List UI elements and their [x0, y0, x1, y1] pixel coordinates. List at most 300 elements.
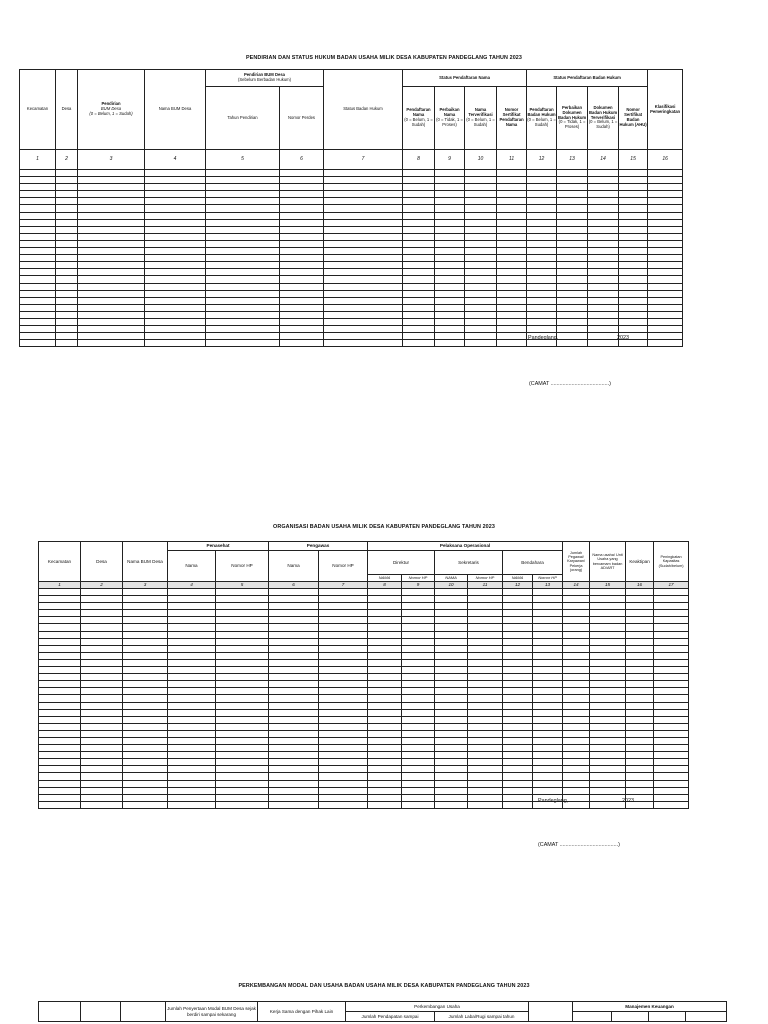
table-cell[interactable]	[324, 205, 403, 212]
table-cell[interactable]	[497, 255, 527, 262]
table-cell[interactable]	[81, 745, 123, 752]
table-cell[interactable]	[648, 205, 683, 212]
table-cell[interactable]	[654, 723, 689, 730]
table-cell[interactable]	[402, 695, 435, 702]
table-cell[interactable]	[533, 674, 563, 681]
table-cell[interactable]	[435, 730, 468, 737]
table-cell[interactable]	[280, 219, 324, 226]
table-cell[interactable]	[280, 191, 324, 198]
table-cell[interactable]	[503, 681, 533, 688]
table-cell[interactable]	[39, 759, 81, 766]
table-cell[interactable]	[145, 340, 206, 347]
table-cell[interactable]	[435, 596, 468, 603]
table-cell[interactable]	[435, 624, 468, 631]
table-cell[interactable]	[588, 297, 619, 304]
table-cell[interactable]	[619, 311, 648, 318]
table-cell[interactable]	[145, 219, 206, 226]
table-cell[interactable]	[648, 283, 683, 290]
table-cell[interactable]	[168, 631, 216, 638]
table-cell[interactable]	[557, 255, 588, 262]
table-cell[interactable]	[588, 198, 619, 205]
table-cell[interactable]	[563, 773, 590, 780]
table-cell[interactable]	[503, 688, 533, 695]
table-cell[interactable]	[56, 205, 78, 212]
table-cell[interactable]	[435, 212, 465, 219]
table-cell[interactable]	[533, 659, 563, 666]
table-cell[interactable]	[78, 177, 145, 184]
table-cell[interactable]	[563, 688, 590, 695]
table-cell[interactable]	[81, 723, 123, 730]
table-cell[interactable]	[403, 262, 435, 269]
table-cell[interactable]	[402, 688, 435, 695]
table-cell[interactable]	[123, 745, 168, 752]
table-cell[interactable]	[497, 170, 527, 177]
table-cell[interactable]	[145, 290, 206, 297]
table-cell[interactable]	[557, 177, 588, 184]
table-cell[interactable]	[269, 780, 319, 787]
table-cell[interactable]	[619, 290, 648, 297]
table-cell[interactable]	[497, 269, 527, 276]
table-cell[interactable]	[56, 212, 78, 219]
table-cell[interactable]	[206, 198, 280, 205]
table-cell[interactable]	[533, 730, 563, 737]
table-cell[interactable]	[527, 198, 557, 205]
table-cell[interactable]	[81, 589, 123, 596]
table-cell[interactable]	[465, 276, 497, 283]
table-cell[interactable]	[533, 688, 563, 695]
table-cell[interactable]	[145, 205, 206, 212]
table-cell[interactable]	[435, 638, 468, 645]
table-cell[interactable]	[168, 589, 216, 596]
table-cell[interactable]	[206, 318, 280, 325]
table-cell[interactable]	[402, 794, 435, 801]
table-cell[interactable]	[468, 702, 503, 709]
table-cell[interactable]	[590, 752, 626, 759]
table-cell[interactable]	[216, 745, 269, 752]
table-cell[interactable]	[619, 219, 648, 226]
table-cell[interactable]	[527, 170, 557, 177]
table-cell[interactable]	[588, 269, 619, 276]
table-cell[interactable]	[81, 780, 123, 787]
table-cell[interactable]	[20, 297, 56, 304]
table-cell[interactable]	[497, 198, 527, 205]
table-cell[interactable]	[527, 304, 557, 311]
table-cell[interactable]	[145, 198, 206, 205]
table-cell[interactable]	[435, 283, 465, 290]
table-cell[interactable]	[503, 709, 533, 716]
table-cell[interactable]	[78, 255, 145, 262]
table-cell[interactable]	[206, 170, 280, 177]
table-cell[interactable]	[588, 283, 619, 290]
table-cell[interactable]	[123, 610, 168, 617]
table-cell[interactable]	[403, 226, 435, 233]
table-cell[interactable]	[468, 645, 503, 652]
table-cell[interactable]	[168, 674, 216, 681]
table-cell[interactable]	[435, 709, 468, 716]
table-cell[interactable]	[145, 255, 206, 262]
table-cell[interactable]	[435, 667, 468, 674]
table-cell[interactable]	[368, 787, 402, 794]
table-cell[interactable]	[319, 716, 368, 723]
table-cell[interactable]	[626, 766, 654, 773]
table-cell[interactable]	[403, 233, 435, 240]
table-cell[interactable]	[280, 276, 324, 283]
table-cell[interactable]	[206, 240, 280, 247]
table-cell[interactable]	[368, 645, 402, 652]
table-cell[interactable]	[626, 759, 654, 766]
table-cell[interactable]	[590, 695, 626, 702]
table-cell[interactable]	[648, 290, 683, 297]
table-cell[interactable]	[435, 603, 468, 610]
table-cell[interactable]	[39, 645, 81, 652]
table-cell[interactable]	[403, 248, 435, 255]
table-cell[interactable]	[588, 212, 619, 219]
table-cell[interactable]	[20, 333, 56, 340]
table-cell[interactable]	[403, 219, 435, 226]
table-cell[interactable]	[168, 659, 216, 666]
table-cell[interactable]	[563, 759, 590, 766]
table-cell[interactable]	[654, 780, 689, 787]
table-cell[interactable]	[206, 233, 280, 240]
table-cell[interactable]	[81, 596, 123, 603]
table-cell[interactable]	[435, 759, 468, 766]
table-cell[interactable]	[590, 745, 626, 752]
table-cell[interactable]	[503, 780, 533, 787]
table-cell[interactable]	[145, 297, 206, 304]
table-cell[interactable]	[435, 290, 465, 297]
table-cell[interactable]	[78, 262, 145, 269]
table-cell[interactable]	[588, 240, 619, 247]
table-cell[interactable]	[403, 198, 435, 205]
table-cell[interactable]	[468, 617, 503, 624]
table-cell[interactable]	[324, 226, 403, 233]
table-cell[interactable]	[648, 170, 683, 177]
table-cell[interactable]	[324, 170, 403, 177]
table-cell[interactable]	[324, 248, 403, 255]
table-cell[interactable]	[626, 603, 654, 610]
table-cell[interactable]	[648, 226, 683, 233]
table-cell[interactable]	[368, 730, 402, 737]
table-cell[interactable]	[403, 326, 435, 333]
table-cell[interactable]	[497, 276, 527, 283]
table-cell[interactable]	[626, 652, 654, 659]
table-cell[interactable]	[39, 695, 81, 702]
table-cell[interactable]	[648, 198, 683, 205]
table-cell[interactable]	[527, 297, 557, 304]
table-cell[interactable]	[654, 709, 689, 716]
table-cell[interactable]	[56, 269, 78, 276]
table-cell[interactable]	[78, 290, 145, 297]
table-cell[interactable]	[216, 659, 269, 666]
table-cell[interactable]	[468, 610, 503, 617]
table-cell[interactable]	[368, 596, 402, 603]
table-cell[interactable]	[216, 702, 269, 709]
table-cell[interactable]	[145, 233, 206, 240]
table-cell[interactable]	[533, 759, 563, 766]
table-cell[interactable]	[563, 730, 590, 737]
table-cell[interactable]	[123, 631, 168, 638]
table-cell[interactable]	[654, 737, 689, 744]
table-cell[interactable]	[626, 589, 654, 596]
table-cell[interactable]	[465, 297, 497, 304]
table-cell[interactable]	[78, 219, 145, 226]
table-cell[interactable]	[319, 794, 368, 801]
table-cell[interactable]	[269, 716, 319, 723]
table-cell[interactable]	[626, 631, 654, 638]
table-cell[interactable]	[403, 255, 435, 262]
table-cell[interactable]	[269, 603, 319, 610]
table-cell[interactable]	[435, 226, 465, 233]
table-cell[interactable]	[402, 645, 435, 652]
table-cell[interactable]	[81, 659, 123, 666]
table-cell[interactable]	[20, 318, 56, 325]
table-cell[interactable]	[56, 283, 78, 290]
table-cell[interactable]	[590, 759, 626, 766]
table-cell[interactable]	[123, 674, 168, 681]
table-cell[interactable]	[468, 589, 503, 596]
table-cell[interactable]	[619, 269, 648, 276]
table-cell[interactable]	[402, 631, 435, 638]
table-cell[interactable]	[557, 269, 588, 276]
table-cell[interactable]	[145, 311, 206, 318]
table-cell[interactable]	[402, 652, 435, 659]
table-cell[interactable]	[590, 773, 626, 780]
table-cell[interactable]	[626, 723, 654, 730]
table-cell[interactable]	[368, 659, 402, 666]
table-cell[interactable]	[20, 219, 56, 226]
table-cell[interactable]	[39, 752, 81, 759]
table-cell[interactable]	[269, 709, 319, 716]
table-cell[interactable]	[468, 709, 503, 716]
table-cell[interactable]	[497, 191, 527, 198]
table-cell[interactable]	[78, 326, 145, 333]
table-cell[interactable]	[435, 702, 468, 709]
table-cell[interactable]	[39, 589, 81, 596]
table-cell[interactable]	[56, 219, 78, 226]
table-cell[interactable]	[654, 645, 689, 652]
table-cell[interactable]	[269, 624, 319, 631]
table-cell[interactable]	[280, 184, 324, 191]
table-cell[interactable]	[81, 709, 123, 716]
table-cell[interactable]	[280, 311, 324, 318]
table-cell[interactable]	[468, 794, 503, 801]
table-cell[interactable]	[648, 340, 683, 347]
table-cell[interactable]	[123, 702, 168, 709]
table-cell[interactable]	[626, 667, 654, 674]
table-cell[interactable]	[497, 248, 527, 255]
table-cell[interactable]	[497, 177, 527, 184]
table-cell[interactable]	[20, 248, 56, 255]
table-cell[interactable]	[435, 170, 465, 177]
table-cell[interactable]	[168, 610, 216, 617]
table-cell[interactable]	[563, 752, 590, 759]
table-cell[interactable]	[368, 674, 402, 681]
table-cell[interactable]	[435, 681, 468, 688]
table-cell[interactable]	[20, 184, 56, 191]
table-cell[interactable]	[368, 759, 402, 766]
table-cell[interactable]	[368, 709, 402, 716]
table-cell[interactable]	[590, 716, 626, 723]
table-cell[interactable]	[56, 318, 78, 325]
table-cell[interactable]	[402, 787, 435, 794]
table-cell[interactable]	[123, 780, 168, 787]
table-cell[interactable]	[465, 240, 497, 247]
table-cell[interactable]	[324, 191, 403, 198]
table-cell[interactable]	[269, 638, 319, 645]
table-cell[interactable]	[216, 709, 269, 716]
table-cell[interactable]	[81, 801, 123, 808]
table-cell[interactable]	[319, 730, 368, 737]
table-cell[interactable]	[403, 184, 435, 191]
table-cell[interactable]	[557, 219, 588, 226]
table-cell[interactable]	[319, 667, 368, 674]
table-cell[interactable]	[319, 688, 368, 695]
table-cell[interactable]	[324, 276, 403, 283]
table-cell[interactable]	[123, 709, 168, 716]
table-cell[interactable]	[145, 318, 206, 325]
table-cell[interactable]	[435, 688, 468, 695]
table-cell[interactable]	[269, 617, 319, 624]
table-cell[interactable]	[78, 240, 145, 247]
table-cell[interactable]	[269, 794, 319, 801]
table-cell[interactable]	[319, 702, 368, 709]
table-cell[interactable]	[626, 617, 654, 624]
table-cell[interactable]	[56, 262, 78, 269]
table-cell[interactable]	[468, 787, 503, 794]
table-cell[interactable]	[527, 177, 557, 184]
table-cell[interactable]	[563, 787, 590, 794]
table-cell[interactable]	[557, 205, 588, 212]
table-cell[interactable]	[533, 766, 563, 773]
table-cell[interactable]	[465, 170, 497, 177]
table-cell[interactable]	[78, 226, 145, 233]
table-cell[interactable]	[465, 269, 497, 276]
table-cell[interactable]	[503, 773, 533, 780]
table-cell[interactable]	[168, 603, 216, 610]
table-cell[interactable]	[216, 794, 269, 801]
table-cell[interactable]	[402, 603, 435, 610]
table-cell[interactable]	[654, 596, 689, 603]
table-cell[interactable]	[324, 340, 403, 347]
table-cell[interactable]	[168, 794, 216, 801]
table-cell[interactable]	[402, 667, 435, 674]
table-cell[interactable]	[626, 624, 654, 631]
table-cell[interactable]	[465, 255, 497, 262]
table-cell[interactable]	[468, 688, 503, 695]
table-cell[interactable]	[557, 326, 588, 333]
table-cell[interactable]	[503, 745, 533, 752]
table-cell[interactable]	[654, 716, 689, 723]
table-cell[interactable]	[527, 262, 557, 269]
table-cell[interactable]	[497, 340, 527, 347]
table-cell[interactable]	[619, 191, 648, 198]
table-cell[interactable]	[39, 659, 81, 666]
table-cell[interactable]	[503, 624, 533, 631]
table-cell[interactable]	[168, 723, 216, 730]
table-cell[interactable]	[403, 191, 435, 198]
table-cell[interactable]	[168, 652, 216, 659]
table-cell[interactable]	[368, 667, 402, 674]
table-cell[interactable]	[588, 233, 619, 240]
table-cell[interactable]	[78, 212, 145, 219]
table-cell[interactable]	[123, 766, 168, 773]
table-cell[interactable]	[533, 737, 563, 744]
table-cell[interactable]	[368, 652, 402, 659]
table-cell[interactable]	[465, 283, 497, 290]
table-cell[interactable]	[56, 297, 78, 304]
table-cell[interactable]	[533, 787, 563, 794]
table-cell[interactable]	[468, 752, 503, 759]
table-cell[interactable]	[435, 248, 465, 255]
table-cell[interactable]	[557, 290, 588, 297]
table-cell[interactable]	[465, 311, 497, 318]
table-cell[interactable]	[626, 745, 654, 752]
table-cell[interactable]	[56, 198, 78, 205]
table-cell[interactable]	[20, 191, 56, 198]
table-cell[interactable]	[280, 198, 324, 205]
table-cell[interactable]	[368, 773, 402, 780]
table-cell[interactable]	[619, 318, 648, 325]
table-cell[interactable]	[654, 801, 689, 808]
table-cell[interactable]	[216, 688, 269, 695]
table-cell[interactable]	[563, 589, 590, 596]
table-cell[interactable]	[468, 745, 503, 752]
table-cell[interactable]	[563, 667, 590, 674]
table-cell[interactable]	[619, 177, 648, 184]
table-cell[interactable]	[319, 681, 368, 688]
table-cell[interactable]	[497, 226, 527, 233]
table-cell[interactable]	[563, 709, 590, 716]
table-cell[interactable]	[319, 766, 368, 773]
table-cell[interactable]	[435, 716, 468, 723]
table-cell[interactable]	[269, 688, 319, 695]
table-cell[interactable]	[563, 716, 590, 723]
table-cell[interactable]	[319, 596, 368, 603]
table-cell[interactable]	[435, 723, 468, 730]
table-cell[interactable]	[588, 326, 619, 333]
table-cell[interactable]	[563, 695, 590, 702]
table-cell[interactable]	[527, 233, 557, 240]
table-cell[interactable]	[648, 333, 683, 340]
table-cell[interactable]	[280, 177, 324, 184]
table-cell[interactable]	[654, 610, 689, 617]
table-cell[interactable]	[280, 240, 324, 247]
table-cell[interactable]	[269, 759, 319, 766]
table-cell[interactable]	[590, 645, 626, 652]
table-cell[interactable]	[206, 340, 280, 347]
table-cell[interactable]	[533, 773, 563, 780]
table-cell[interactable]	[324, 326, 403, 333]
table-cell[interactable]	[39, 652, 81, 659]
table-cell[interactable]	[468, 695, 503, 702]
table-cell[interactable]	[216, 759, 269, 766]
table-cell[interactable]	[216, 603, 269, 610]
table-cell[interactable]	[123, 688, 168, 695]
table-cell[interactable]	[533, 716, 563, 723]
table-cell[interactable]	[435, 184, 465, 191]
table-cell[interactable]	[20, 283, 56, 290]
table-cell[interactable]	[168, 787, 216, 794]
table-cell[interactable]	[168, 752, 216, 759]
table-cell[interactable]	[590, 801, 626, 808]
table-cell[interactable]	[619, 304, 648, 311]
table-cell[interactable]	[269, 702, 319, 709]
table-cell[interactable]	[468, 652, 503, 659]
table-cell[interactable]	[435, 787, 468, 794]
table-cell[interactable]	[557, 198, 588, 205]
table-cell[interactable]	[39, 631, 81, 638]
table-cell[interactable]	[280, 262, 324, 269]
